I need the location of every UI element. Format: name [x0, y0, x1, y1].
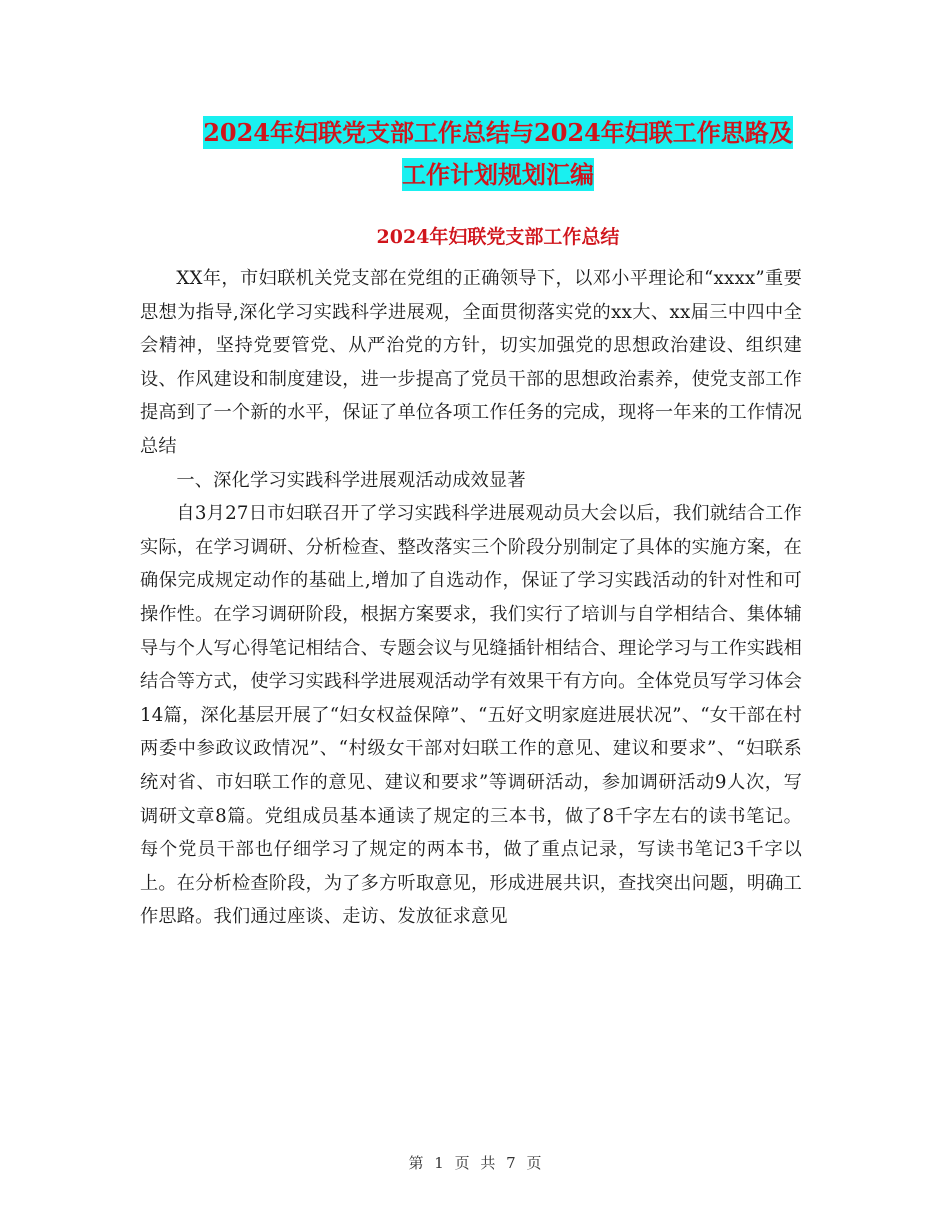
document-title — [140, 112, 856, 196]
paragraph-intro: XX年，市妇联机关党支部在党组的正确领导下，以邓小平理论和“xxxx”重要思想为指导,深化学习实践科学进展观，全面贯彻落实党的xx大、xx届三中四中全会精神，坚持党要管党、从严治党的方针，切实加强党的思想政治建设、组织建设、作风建设和制度建设，进一步提高了党员干部的思想政治素养，使党支部工作提高到了一个新的水平，保证了单位各项工作任务的完成，现将一年来的工作情况总结 — [140, 268, 802, 457]
page-footer: 第 1 页 共 7 页 — [408, 1154, 542, 1172]
paragraph-heading-1: 一、深化学习实践科学进展观活动成效显著 — [176, 469, 526, 491]
section-title: 2024年妇联党支部工作总结 — [376, 226, 620, 248]
title-line-2: 工作计划规划汇编 — [402, 160, 594, 189]
document-body — [140, 262, 802, 934]
paragraph-detail: 自3月27日市妇联召开了学习实践科学进展观动员大会以后，我们就结合工作实际，在学习调研、分析检查、整改落实三个阶段分别制定了具体的实施方案，在确保完成规定动作的基础上,增加了自选动作，保证了学习实践活动的针对性和可操作性。在学习调研阶段，根据方案要求，我们实行了培训与自学相结合、集体辅导与个人写心得笔记相结合、专题会议与见缝插针相结合、理论学习与工作实践相结合等方式，使学习实践科学进展观活动学有效果干有方向。全体党员写学习体会14篇，深化基层开展了“妇女权益保障”、“五好文明家庭进展状况”、“女干部在村两委中参政议政情况”、“村级女干部对妇联工作的意见、建议和要求”、“妇联系统对省、市妇联工作的意见、建议和要求”等调研活动，参加调研活动9人次，写调研文章8篇。党组成员基本通读了规定的三本书，做了8千字左右的读书笔记。每个党员干部也仔细学习了规定的两本书，做了重点记录，写读书笔记3千字以上。在分析检查阶段，为了多方听取意见，形成进展共识，查找突出问题，明确工作思路。我们通过座谈、走访、发放征求意见 — [140, 503, 802, 928]
title-line-1: 2024年妇联党支部工作总结与2024年妇联工作思路及 — [203, 118, 793, 147]
